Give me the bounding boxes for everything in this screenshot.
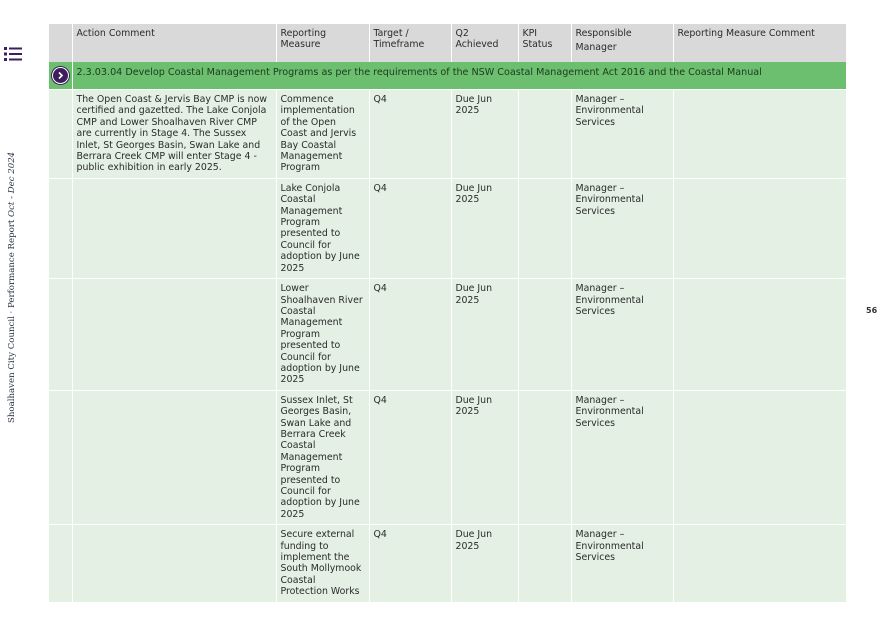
header-responsible-manager [571,24,673,62]
target-cell: Q4 [369,178,451,278]
measure-comment-cell [673,279,846,391]
reporting-measure-cell: Secure external funding to implement the South Mollymook Coastal Protection Works [276,525,369,602]
measure-comment-cell [673,390,846,524]
table-row [49,178,846,278]
list-menu-icon[interactable] [4,46,22,62]
target-cell: Q4 [369,279,451,391]
action-comment-cell: The Open Coast & Jervis Bay CMP is now certified and gazetted. The Lake Conjola CMP and Lower Shoalhaven River CMP are currently in Stage 4. The Sussex Inlet, St Georges Basin, Swan Lake and Berrara Creek CMP will enter Stage 4 - public exhibition in early 2025. [72,90,276,179]
kpi-status-cell [518,525,571,602]
measure-comment-cell [673,525,846,602]
responsible-manager-cell: Manager – Environmental Services [571,90,673,179]
chevron-right-icon[interactable] [52,67,69,84]
side-title-report: Performance Report [7,219,17,308]
row-icon-cell [49,90,72,179]
table-row [49,525,846,602]
header-reporting-measure: Reporting Measure [276,24,369,62]
header-responsible: Responsible [575,28,632,39]
group-title: 2.3.03.04 Develop Coastal Management Programs as per the requirements of the NSW Coastal Management Act 2016 and the Coastal Manual [72,62,846,90]
kpi-status-cell [518,90,571,179]
page-number: 56 [866,306,878,315]
table-row [49,90,846,179]
q2-achieved-cell: Due Jun 2025 [451,390,518,524]
responsible-manager-cell: Manager – Environmental Services [571,279,673,391]
table-row [49,390,846,524]
responsible-manager-cell: Manager – Environmental Services [571,178,673,278]
side-title-period: Oct - Dec 2024 [7,151,17,217]
row-icon-cell [49,178,72,278]
kpi-status-cell [518,279,571,391]
header-action-comment: Action Comment [72,24,276,62]
q2-achieved-cell: Due Jun 2025 [451,90,518,179]
responsible-manager-cell: Manager – Environmental Services [571,525,673,602]
header-target-timeframe: Target / Timeframe [369,24,451,62]
reporting-measure-cell: Sussex Inlet, St Georges Basin, Swan Lake and Berrara Creek Coastal Management Program presented to Council for adoption by June 2025 [276,390,369,524]
measure-comment-cell [673,90,846,179]
reporting-measure-cell: Commence implementation of the Open Coast and Jervis Bay Coastal Management Program [276,90,369,179]
kpi-status-cell [518,390,571,524]
action-table [49,24,846,602]
action-comment-cell [72,390,276,524]
header-measure-comment: Reporting Measure Comment [673,24,846,62]
header-q2-achieved: Q2 Achieved [451,24,518,62]
responsible-manager-cell: Manager – Environmental Services [571,390,673,524]
row-icon-cell [49,390,72,524]
header-icon-col [49,24,72,62]
side-report-title [2,151,22,423]
header-kpi-status: KPI Status [518,24,571,62]
target-cell: Q4 [369,90,451,179]
reporting-measure-cell: Lower Shoalhaven River Coastal Management Program presented to Council for adoption by June 2025 [276,279,369,391]
measure-comment-cell [673,178,846,278]
header-row [49,24,846,62]
side-title-org: Shoalhaven City Council [7,316,17,423]
q2-achieved-cell: Due Jun 2025 [451,279,518,391]
kpi-status-cell [518,178,571,278]
action-comment-cell [72,279,276,391]
q2-achieved-cell: Due Jun 2025 [451,525,518,602]
action-comment-cell [72,525,276,602]
side-title-separator: · [7,307,17,317]
group-row[interactable] [49,62,846,90]
expand-cell[interactable] [49,62,72,90]
target-cell: Q4 [369,390,451,524]
row-icon-cell [49,279,72,391]
table-row [49,279,846,391]
row-icon-cell [49,525,72,602]
action-comment-cell [72,178,276,278]
header-manager: Manager [575,42,617,54]
reporting-measure-cell: Lake Conjola Coastal Management Program presented to Council for adoption by June 2025 [276,178,369,278]
q2-achieved-cell: Due Jun 2025 [451,178,518,278]
target-cell: Q4 [369,525,451,602]
